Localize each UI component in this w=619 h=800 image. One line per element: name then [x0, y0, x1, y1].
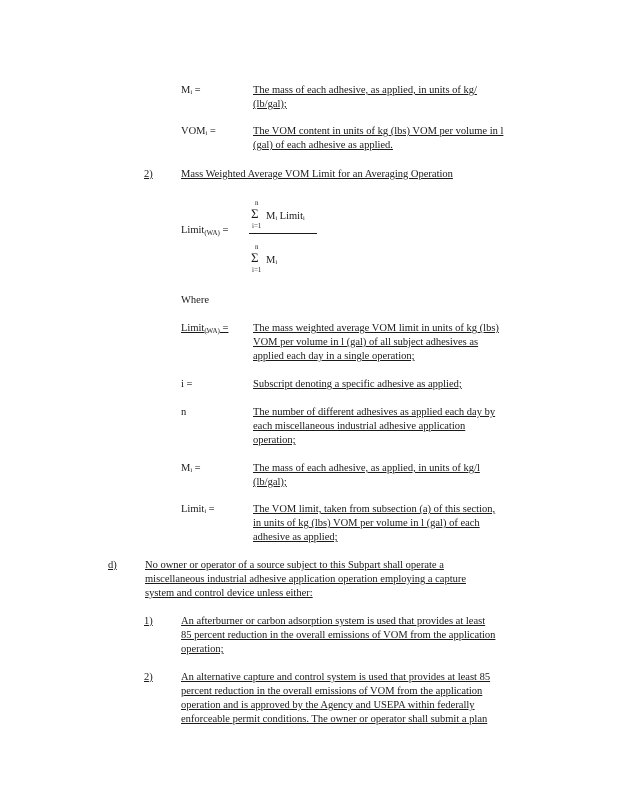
item-line: operation; [181, 644, 224, 655]
section-d-line: miscellaneous industrial adhesive application operation employing a capture [145, 574, 467, 585]
where-def-line: VOM per volume in l (gal) of all subject adhesives as [253, 337, 479, 348]
item-number: 2) [144, 672, 153, 683]
where-def-line: each miscellaneous industrial adhesive application [253, 421, 466, 432]
section-d-number: d) [108, 560, 117, 571]
def-m-desc-line: The mass of each adhesive, as applied, in units of kg/ [253, 85, 477, 96]
item-number: 1) [144, 616, 153, 627]
item-line: operation and is approved by the Agency and USEPA within federally [181, 700, 475, 711]
formula-num-upper-limit: n [255, 199, 259, 207]
where-def-line: Subscript denoting a specific adhesive as applied; [253, 379, 462, 390]
formula-fraction-bar [249, 233, 317, 234]
where-def-line: operation; [253, 435, 296, 446]
item-line: An afterburner or carbon adsorption system is used that provides at least [181, 616, 486, 627]
where-def-term: n [181, 407, 187, 418]
formula-num-lower-limit: i=1 [252, 222, 262, 230]
where-def-term: Limitᵢ = [181, 504, 215, 515]
formula-denominator: Mᵢ [266, 255, 278, 266]
where-label: Where [181, 295, 209, 306]
where-def-line: applied each day in a single operation; [253, 351, 415, 362]
where-def-term: Limit$_{(WA)}$ = [181, 323, 229, 335]
item-line: enforceable permit conditions. The owner or operator shall submit a plan [181, 714, 488, 725]
item-line: percent reduction in the overall emissions of VOM from the application [181, 686, 483, 697]
formula-lhs: Limit$_{(WA)}$ = [181, 225, 229, 237]
item-line: An alternative capture and control system is used that provides at least 85 [181, 672, 491, 683]
where-def-line: The VOM limit, taken from subsection (a) of this section, [253, 504, 496, 515]
formula-den-upper-limit: n [255, 243, 259, 251]
where-def-line: adhesive as applied; [253, 532, 338, 543]
formula-den-sigma: Σ [251, 250, 259, 265]
where-def-line: The number of different adhesives as applied each day by [253, 407, 496, 418]
item-line: 85 percent reduction in the overall emissions of VOM from the application [181, 630, 496, 641]
where-def-line: The mass weighted average VOM limit in units of kg (lbs) [253, 323, 499, 334]
def-vom-term: VOMᵢ = [181, 126, 216, 137]
formula-numerator: Mᵢ Limitᵢ [266, 211, 305, 222]
def-vom-desc-line: The VOM content in units of kg (lbs) VOM per volume in l [253, 126, 504, 137]
formula-den-lower-limit: i=1 [252, 266, 262, 274]
where-def-line: The mass of each adhesive, as applied, in units of kg/l [253, 463, 480, 474]
section-d-line: No owner or operator of a source subject to this Subpart shall operate a [145, 560, 444, 571]
where-def-term: i = [181, 379, 193, 390]
def-m-term: Mᵢ = [181, 85, 201, 96]
section-d-line: system and control device unless either: [145, 588, 313, 599]
def-vom-desc-line: (gal) of each adhesive as applied. [253, 140, 393, 151]
where-def-line: in units of kg (lbs) VOM per volume in l (gal) of each [253, 518, 480, 529]
where-def-term: Mᵢ = [181, 463, 201, 474]
formula-num-sigma: Σ [251, 206, 259, 221]
section-2-number: 2) [144, 169, 153, 180]
section-2-title: Mass Weighted Average VOM Limit for an Averaging Operation [181, 169, 453, 180]
def-m-desc-line: (lb/gal); [253, 99, 287, 110]
where-def-line: (lb/gal); [253, 477, 287, 488]
